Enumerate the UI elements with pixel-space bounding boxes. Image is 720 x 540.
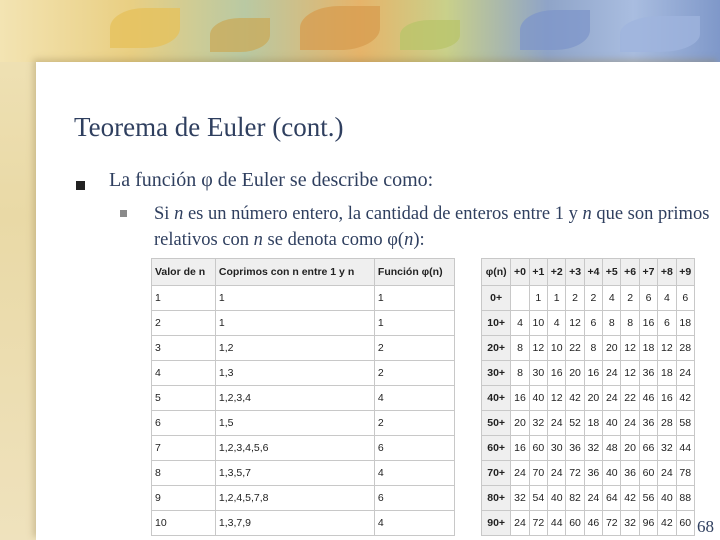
- text-part: Si: [154, 204, 175, 224]
- table-row: [482, 511, 695, 536]
- table-cell: 6: [676, 286, 694, 311]
- table-cell: 1,3: [215, 361, 374, 386]
- table-cell: 32: [529, 411, 547, 436]
- table-cell: 22: [621, 386, 639, 411]
- table-cell: 8: [584, 336, 602, 361]
- table-row: [152, 436, 455, 461]
- table-header-row: [152, 259, 455, 286]
- row-header-cell: 90+: [482, 511, 511, 536]
- table-cell: 24: [621, 411, 639, 436]
- table-cell: 20: [621, 436, 639, 461]
- table-cell: 96: [639, 511, 657, 536]
- row-header-cell: 0+: [482, 286, 511, 311]
- table-cell: 7: [152, 436, 216, 461]
- table-cell: 1: [548, 286, 566, 311]
- table-cell: 10: [529, 311, 547, 336]
- table-cell: 60: [639, 461, 657, 486]
- table-cell: 32: [511, 486, 529, 511]
- table-cell: 16: [639, 311, 657, 336]
- table-cell: 12: [548, 386, 566, 411]
- table-cell: 24: [548, 461, 566, 486]
- variable-n: n: [582, 204, 592, 224]
- bullet-marker: [76, 181, 85, 190]
- table-cell: 5: [152, 386, 216, 411]
- table-cell: 12: [658, 336, 676, 361]
- decorative-header-image: [0, 0, 720, 62]
- variable-n: n: [174, 204, 184, 224]
- table-cell: 4: [374, 461, 454, 486]
- table-cell: 32: [584, 436, 602, 461]
- table-cell: 12: [566, 311, 584, 336]
- table-cell: 6: [152, 411, 216, 436]
- table-cell: 60: [566, 511, 584, 536]
- table-cell: 44: [548, 511, 566, 536]
- table-cell: 18: [658, 361, 676, 386]
- table-cell: 60: [529, 436, 547, 461]
- table-cell: 1: [215, 286, 374, 311]
- table-cell: 1,2: [215, 336, 374, 361]
- column-header: +6: [621, 259, 639, 286]
- table-cell: 4: [548, 311, 566, 336]
- row-header-cell: 40+: [482, 386, 511, 411]
- table-cell: 4: [658, 286, 676, 311]
- table-cell: 58: [676, 411, 694, 436]
- table-cell: 1,2,3,4: [215, 386, 374, 411]
- table-cell: 70: [529, 461, 547, 486]
- table-cell: 24: [511, 461, 529, 486]
- row-header-cell: 60+: [482, 436, 511, 461]
- column-header: Coprimos con n entre 1 y n: [215, 259, 374, 286]
- table-cell: 24: [676, 361, 694, 386]
- table-cell: 1: [152, 286, 216, 311]
- table-cell: 2: [374, 411, 454, 436]
- table-cell: 36: [639, 361, 657, 386]
- table-cell: 78: [676, 461, 694, 486]
- row-header-cell: 20+: [482, 336, 511, 361]
- table-cell: 6: [639, 286, 657, 311]
- table-row: [152, 361, 455, 386]
- table-cell: 16: [548, 361, 566, 386]
- row-header-cell: 70+: [482, 461, 511, 486]
- table-cell: 2: [566, 286, 584, 311]
- table-cell: 1,3,5,7: [215, 461, 374, 486]
- column-header: +4: [584, 259, 602, 286]
- table-cell: 72: [529, 511, 547, 536]
- table-cell: 24: [658, 461, 676, 486]
- table-row: [482, 386, 695, 411]
- table-cell: 40: [603, 461, 621, 486]
- table-cell: 46: [639, 386, 657, 411]
- column-header: Valor de n: [152, 259, 216, 286]
- table-cell: 8: [152, 461, 216, 486]
- table-cell: 6: [374, 436, 454, 461]
- table-row: [152, 336, 455, 361]
- column-header: +2: [548, 259, 566, 286]
- leaf-shape: [210, 18, 270, 52]
- table-cell: 1,5: [215, 411, 374, 436]
- table-cell: 8: [511, 361, 529, 386]
- table-cell: 20: [603, 336, 621, 361]
- table-cell: 4: [152, 361, 216, 386]
- text-part: es un número entero, la cantidad de enteros entre 1 y: [183, 204, 583, 224]
- table-cell: 24: [511, 511, 529, 536]
- table-cell: 42: [658, 511, 676, 536]
- table-cell: 40: [529, 386, 547, 411]
- table-cell: 24: [548, 411, 566, 436]
- table-cell: 9: [152, 486, 216, 511]
- table-cell: 24: [584, 486, 602, 511]
- table-cell: 1: [374, 286, 454, 311]
- table-row: [482, 486, 695, 511]
- text-part: se denota como φ(: [262, 230, 405, 250]
- table-cell: 66: [639, 436, 657, 461]
- table-cell: 4: [374, 511, 454, 536]
- table-header-row: [482, 259, 695, 286]
- leaf-shape: [300, 6, 380, 50]
- leaf-shape: [620, 16, 700, 52]
- background-left-strip: [0, 0, 36, 540]
- table-cell: 6: [658, 311, 676, 336]
- table-cell: 64: [603, 486, 621, 511]
- table-row: [152, 486, 455, 511]
- row-header-cell: 30+: [482, 361, 511, 386]
- table-cell: 12: [621, 361, 639, 386]
- table-cell: 36: [566, 436, 584, 461]
- table-cell: 36: [584, 461, 602, 486]
- table-cell: 2: [374, 361, 454, 386]
- table-cell: 20: [566, 361, 584, 386]
- table-cell: 2: [584, 286, 602, 311]
- column-header: +3: [566, 259, 584, 286]
- table-row: [482, 361, 695, 386]
- table-cell: 16: [511, 386, 529, 411]
- slide-title: Teorema de Euler (cont.): [74, 112, 344, 142]
- table-cell: 6: [374, 486, 454, 511]
- column-header: Función φ(n): [374, 259, 454, 286]
- table-row: [482, 336, 695, 361]
- table-row: [152, 311, 455, 336]
- table-row: [482, 311, 695, 336]
- table-cell: [511, 286, 529, 311]
- table-cell: 4: [374, 386, 454, 411]
- phi-values-table: [481, 258, 695, 536]
- table-cell: 16: [658, 386, 676, 411]
- table-cell: 72: [566, 461, 584, 486]
- column-header: +7: [639, 259, 657, 286]
- bullet-text-level2: [154, 201, 720, 253]
- table-cell: 44: [676, 436, 694, 461]
- column-header: +5: [603, 259, 621, 286]
- table-row: [152, 286, 455, 311]
- slide-number: 68: [697, 517, 714, 536]
- table-row: [482, 461, 695, 486]
- table-cell: 20: [584, 386, 602, 411]
- table-cell: 10: [548, 336, 566, 361]
- table-cell: 1: [215, 311, 374, 336]
- table-cell: 28: [658, 411, 676, 436]
- table-cell: 2: [374, 336, 454, 361]
- column-header: +1: [529, 259, 547, 286]
- column-header: +8: [658, 259, 676, 286]
- table-cell: 3: [152, 336, 216, 361]
- table-cell: 28: [676, 336, 694, 361]
- table-cell: 8: [603, 311, 621, 336]
- table-cell: 40: [603, 411, 621, 436]
- table-cell: 24: [603, 386, 621, 411]
- table-cell: 18: [639, 336, 657, 361]
- text-part: que son primos relativos con: [154, 204, 710, 250]
- table-cell: 56: [639, 486, 657, 511]
- table-cell: 42: [676, 386, 694, 411]
- table-cell: 32: [658, 436, 676, 461]
- table-cell: 4: [603, 286, 621, 311]
- table-cell: 52: [566, 411, 584, 436]
- table-cell: 40: [548, 486, 566, 511]
- table-cell: 36: [639, 411, 657, 436]
- bullet-text-level1: La función φ de Euler se describe como:: [109, 169, 434, 191]
- table-cell: 72: [603, 511, 621, 536]
- table-cell: 2: [152, 311, 216, 336]
- row-header-cell: 10+: [482, 311, 511, 336]
- table-cell: 42: [621, 486, 639, 511]
- table-cell: 54: [529, 486, 547, 511]
- leaf-shape: [400, 20, 460, 50]
- table-cell: 12: [529, 336, 547, 361]
- table-cell: 1,2,3,4,5,6: [215, 436, 374, 461]
- table-cell: 16: [511, 436, 529, 461]
- column-header: φ(n): [482, 259, 511, 286]
- variable-n: n: [253, 230, 263, 250]
- table-cell: 22: [566, 336, 584, 361]
- table-row: [152, 386, 455, 411]
- variable-n: n: [404, 230, 414, 250]
- coprimes-table: [151, 258, 455, 536]
- table-row: [152, 461, 455, 486]
- table-cell: 88: [676, 486, 694, 511]
- row-header-cell: 80+: [482, 486, 511, 511]
- table-cell: 30: [529, 361, 547, 386]
- sub-bullet-marker: [120, 210, 127, 217]
- table-cell: 30: [548, 436, 566, 461]
- table-row: [482, 411, 695, 436]
- table-cell: 1,2,4,5,7,8: [215, 486, 374, 511]
- table-cell: 40: [658, 486, 676, 511]
- table-row: [152, 511, 455, 536]
- table-cell: 18: [584, 411, 602, 436]
- table-cell: 12: [621, 336, 639, 361]
- table-cell: 4: [511, 311, 529, 336]
- table-cell: 42: [566, 386, 584, 411]
- table-cell: 60: [676, 511, 694, 536]
- leaf-shape: [110, 8, 180, 48]
- table-cell: 24: [603, 361, 621, 386]
- table-cell: 82: [566, 486, 584, 511]
- row-header-cell: 50+: [482, 411, 511, 436]
- table-cell: 1: [374, 311, 454, 336]
- table-cell: 6: [584, 311, 602, 336]
- table-cell: 2: [621, 286, 639, 311]
- table-cell: 48: [603, 436, 621, 461]
- table-cell: 8: [511, 336, 529, 361]
- leaf-shape: [520, 10, 590, 50]
- table-cell: 1: [529, 286, 547, 311]
- column-header: +0: [511, 259, 529, 286]
- table-row: [482, 286, 695, 311]
- table-cell: 36: [621, 461, 639, 486]
- table-cell: 20: [511, 411, 529, 436]
- column-header: +9: [676, 259, 694, 286]
- table-cell: 8: [621, 311, 639, 336]
- table-row: [152, 411, 455, 436]
- table-row: [482, 436, 695, 461]
- table-cell: 1,3,7,9: [215, 511, 374, 536]
- table-cell: 10: [152, 511, 216, 536]
- text-part: ):: [413, 230, 425, 250]
- table-cell: 18: [676, 311, 694, 336]
- table-cell: 32: [621, 511, 639, 536]
- table-cell: 16: [584, 361, 602, 386]
- table-cell: 46: [584, 511, 602, 536]
